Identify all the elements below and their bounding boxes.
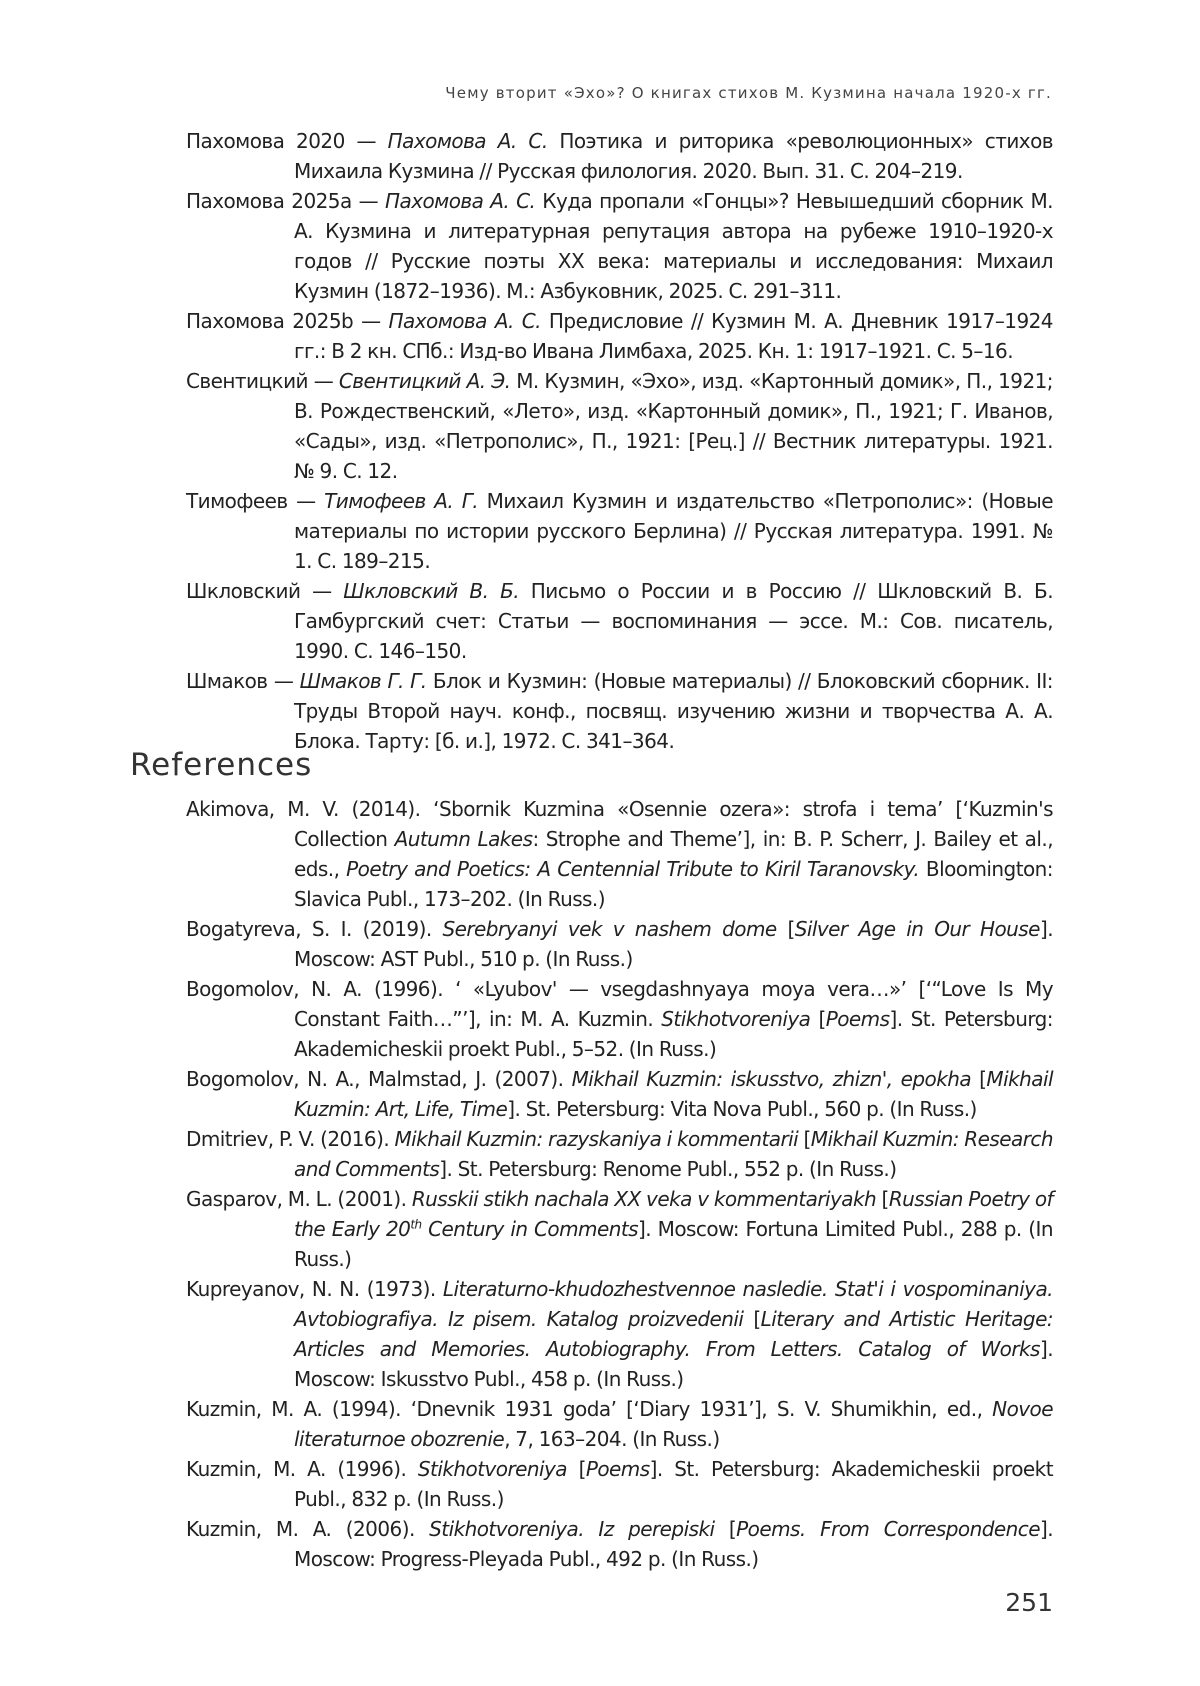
- entry-text: Akimova, M. V. (2014). ‘Sbornik Kuzmina «Osennie ozera»: strofa i tema’ [‘Kuzmin's Collection: [186, 797, 1053, 851]
- bibliography-entry: [186, 366, 1053, 486]
- entry-text: Шкловский —: [186, 579, 343, 603]
- entry-text: Kuzmin, M. A. (1994). ‘Dnevnik 1931 goda’ [‘Diary 1931’], S. V. Shumikhin, ed.,: [186, 1397, 992, 1421]
- bibliography-entry: [186, 486, 1053, 576]
- italic-title: Stikhotvoreniya: [661, 1007, 810, 1031]
- entry-text: [: [810, 1007, 825, 1031]
- reference-entry: [186, 1064, 1053, 1124]
- entry-text: ]. Moscow: Progress-Pleyada Publ., 492 p. (In Russ.): [294, 1517, 1053, 1571]
- page-number: 251: [1005, 1588, 1053, 1617]
- entry-text: М. Кузмин, «Эхо», изд. «Картонный домик», П., 1921; В. Рождественский, «Лето», изд. «Картонный домик», П., 1921; Г. Иванов, «Сады», изд. «Петрополис», П., 1921: [Рец.] // Вестник литературы. 1921. № 9. С. 12.: [294, 369, 1053, 483]
- running-head: Чему вторит «Эхо»? О книгах стихов М. Кузмина начала 1920-х гг.: [445, 84, 1052, 102]
- italic-title: Пахомова А. С.: [385, 189, 535, 213]
- italic-title: Poems: [586, 1457, 650, 1481]
- entry-text: Блок и Кузмин: (Новые материалы) // Блоковский сборник. II: Труды Второй науч. конф., посвящ. изучению жизни и творчества А. А. Блока. Тарту: [б. и.], 1972. С. 341–364.: [294, 669, 1053, 753]
- entry-text: Поэтика и риторика «революционных» стихов Михаила Кузмина // Русская филология. 2020. Вып. 31. С. 204–219.: [294, 129, 1053, 183]
- superscript: th: [410, 1217, 421, 1231]
- entry-text: Свентицкий —: [186, 369, 339, 393]
- entry-text: Михаил Кузмин и издательство «Петрополис»: (Новые материалы по истории русского Берлина) // Русская литература. 1991. № 1. С. 189–215.: [294, 489, 1053, 573]
- bibliography-entry: [186, 306, 1053, 366]
- entry-text: Шмаков —: [186, 669, 300, 693]
- italic-title: Mikhail Kuzmin: iskusstvo, zhizn', epokha: [572, 1067, 972, 1091]
- entry-text: Куда пропали «Гонцы»? Невышедший сборник М. А. Кузмина и литературная репутация автора на рубеже 1910–1920-х годов // Русские поэты ХХ века: материалы и исследования: Михаил Кузмин (1872–1936). М.: Азбуковник, 2025. С. 291–311.: [294, 189, 1053, 303]
- reference-entry: [186, 1394, 1053, 1454]
- bibliography-entry: [186, 126, 1053, 186]
- italic-title: Mikhail Kuzmin: Art, Life, Time: [294, 1067, 1053, 1121]
- italic-title: Mikhail Kuzmin: Research and Comments: [294, 1127, 1053, 1181]
- entry-text: ]. St. Petersburg: Akademicheskii proekt Publ., 5–52. (In Russ.): [294, 1007, 1053, 1061]
- italic-title: Poetry and Poetics: A Centennial Tribute to Kiril Taranovsky.: [346, 857, 919, 881]
- italic-title: Пахомова А. С.: [389, 309, 541, 333]
- reference-entry: [186, 1274, 1053, 1394]
- italic-title: Stikhotvoreniya. Iz perepiski: [429, 1517, 714, 1541]
- bibliography-entry: [186, 576, 1053, 666]
- entry-text: [: [743, 1307, 760, 1331]
- entry-text: Пахомова 2025a —: [186, 189, 385, 213]
- italic-title: Шмаков Г. Г.: [300, 669, 427, 693]
- reference-entry: [186, 974, 1053, 1064]
- russian-bibliography: [186, 126, 1053, 756]
- entry-text: Kuzmin, M. A. (1996).: [186, 1457, 418, 1481]
- italic-title: Russian Poetry of the Early 20: [294, 1187, 1053, 1241]
- bibliography-entry: [186, 666, 1053, 756]
- italic-title: Stikhotvoreniya: [418, 1457, 567, 1481]
- entry-text: ]. Moscow: Iskusstvo Publ., 458 p. (In Russ.): [294, 1337, 1053, 1391]
- entry-text: : Strophe and Theme’], in: B. P. Scherr, J. Bailey et al., eds.,: [294, 827, 1053, 881]
- italic-title: Шкловский В. Б.: [343, 579, 519, 603]
- italic-title: Literary and Artistic Heritage: Articles and Memories. Autobiography. From Letters. Catalog of Works: [294, 1307, 1053, 1361]
- italic-title: Russkii stikh nachala XX veka v kommentariyakh: [412, 1187, 876, 1211]
- reference-entry: [186, 1514, 1053, 1574]
- entry-text: [: [971, 1067, 986, 1091]
- reference-entry: [186, 1124, 1053, 1184]
- entry-text: Dmitriev, P. V. (2016).: [186, 1127, 394, 1151]
- reference-entry: [186, 1454, 1053, 1514]
- italic-title: Silver Age in Our House: [795, 917, 1040, 941]
- entry-text: [: [876, 1187, 889, 1211]
- entry-text: [: [798, 1127, 811, 1151]
- entry-text: Тимофеев —: [186, 489, 324, 513]
- entry-text: Kupreyanov, N. N. (1973).: [186, 1277, 443, 1301]
- entry-text: [: [715, 1517, 737, 1541]
- english-references: [186, 794, 1053, 1574]
- italic-title: Poems: [826, 1007, 890, 1031]
- italic-title: Autumn Lakes: [395, 827, 533, 851]
- entry-text: Bogatyreva, S. I. (2019).: [186, 917, 442, 941]
- italic-title: Свентицкий А. Э.: [339, 369, 511, 393]
- italic-title: Century in Comments: [422, 1217, 638, 1241]
- bibliography-entry: [186, 186, 1053, 306]
- reference-entry: [186, 1184, 1053, 1274]
- entry-text: Bogomolov, N. A. (1996). ‘ «Lyubov' — vsegdashnyaya moya vera…»’ [‘“Love Is My Constant Faith…”’], in: M. A. Kuzmin.: [186, 977, 1053, 1031]
- references-heading: References: [130, 747, 312, 783]
- entry-text: , 7, 163–204. (In Russ.): [504, 1427, 719, 1451]
- entry-text: ]. Moscow: Fortuna Limited Publ., 288 p. (In Russ.): [294, 1217, 1053, 1271]
- italic-title: Serebryanyi vek v nashem dome: [442, 917, 776, 941]
- entry-text: [: [777, 917, 795, 941]
- italic-title: Пахомова А. С.: [388, 129, 548, 153]
- entry-text: ]. St. Petersburg: Vita Nova Publ., 560 p. (In Russ.): [507, 1097, 977, 1121]
- italic-title: Novoe literaturnoe obozrenie: [294, 1397, 1053, 1451]
- reference-entry: [186, 914, 1053, 974]
- entry-text: ]. St. Petersburg: Akademicheskii proekt Publ., 832 p. (In Russ.): [294, 1457, 1053, 1511]
- italic-title: Poems. From Correspondence: [736, 1517, 1040, 1541]
- entry-text: Предисловие // Кузмин М. А. Дневник 1917–1924 гг.: В 2 кн. СПб.: Изд-во Ивана Лимбаха, 2025. Кн. 1: 1917–1921. С. 5–16.: [294, 309, 1053, 363]
- entry-text: Bloomington: Slavica Publ., 173–202. (In Russ.): [294, 857, 1053, 911]
- italic-title: Тимофеев А. Г.: [324, 489, 478, 513]
- entry-text: ]. St. Petersburg: Renome Publ., 552 p. (In Russ.): [439, 1157, 896, 1181]
- italic-title: Mikhail Kuzmin: razyskaniya i kommentarii: [394, 1127, 798, 1151]
- entry-text: Gasparov, M. L. (2001).: [186, 1187, 412, 1211]
- entry-text: ]. Moscow: AST Publ., 510 p. (In Russ.): [294, 917, 1053, 971]
- entry-text: Пахомова 2025b —: [186, 309, 389, 333]
- reference-entry: [186, 794, 1053, 914]
- entry-text: Bogomolov, N. A., Malmstad, J. (2007).: [186, 1067, 572, 1091]
- italic-title: Literaturno-khudozhestvennoe nasledie. Stat'i i vospominaniya. Avtobiografiya. Iz pisem. Katalog proizvedenii: [294, 1277, 1053, 1331]
- entry-text: Пахомова 2020 —: [186, 129, 388, 153]
- entry-text: Kuzmin, M. A. (2006).: [186, 1517, 429, 1541]
- entry-text: Письмо о России и в Россию // Шкловский В. Б. Гамбургский счет: Статьи — воспоминания — эссе. М.: Сов. писатель, 1990. С. 146–150.: [294, 579, 1053, 663]
- entry-text: [: [567, 1457, 586, 1481]
